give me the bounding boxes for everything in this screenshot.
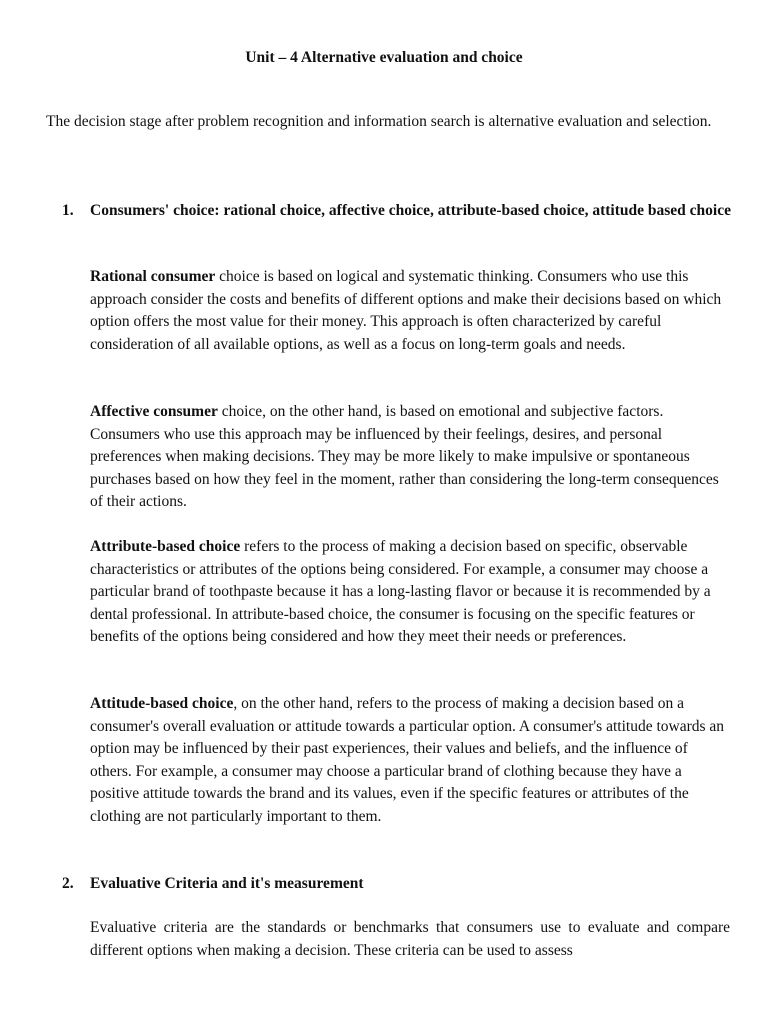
paragraph-lead: Affective consumer [90, 403, 218, 420]
document-title: Unit – 4 Alternative evaluation and choice [245, 49, 523, 66]
section-heading-text: Consumers' choice: rational choice, affective choice, attribute-based choice, attitude based choice [90, 202, 731, 219]
paragraph-body: choice, on the other hand, is based on emotional and subjective factors. Consumers who use this approach may be influenced by their feelings, desires, and personal preferences when making decisions. They may be more likely to make impulsive or spontaneous purchases based on how they feel in the moment, rather than considering the long-term consequences of their actions. [90, 403, 719, 510]
paragraph-body: choice is based on logical and systematic thinking. Consumers who use this approach consider the costs and benefits of different options and make their decisions based on which option offers the most value for their money. This approach is often characterized by careful consideration of all available options, as well as a focus on long-term goals and needs. [90, 268, 722, 353]
section-number: 2. [62, 875, 74, 892]
section-number: 1. [62, 202, 74, 219]
paragraph-attitude-based-choice [90, 693, 730, 828]
intro-paragraph: The decision stage after problem recognition and information search is alternative evaluation and selection. [46, 113, 712, 130]
paragraph-attribute-based-choice [90, 536, 730, 649]
paragraph-affective-choice [90, 401, 730, 514]
paragraph-rational-choice [90, 266, 730, 356]
section-heading-1 [62, 200, 732, 223]
paragraph-body: refers to the process of making a decision based on specific, observable characteristics or attributes of the options being considered. For example, a consumer may choose a particular brand of toothpaste because it has a long-lasting flavor or because it is recommended by a dental professional. In attribute-based choice, the consumer is focusing on the specific features or benefits of the options being considered and how they meet their needs or preferences. [90, 538, 711, 645]
paragraph-lead: Attribute-based choice [90, 538, 241, 555]
paragraph-lead: Attitude-based choice [90, 695, 234, 712]
paragraph-body: Evaluative criteria are the standards or benchmarks that consumers use to evaluate and compare different options when making a decision. These criteria can be used to assess [90, 919, 730, 959]
paragraph-lead: Rational consumer [90, 268, 216, 285]
section-heading-text: Evaluative Criteria and it's measurement [90, 875, 364, 892]
paragraph-body: , on the other hand, refers to the process of making a decision based on a consumer's overall evaluation or attitude towards a particular option. A consumer's attitude towards an option may be influenced by their past experiences, their values and beliefs, and the influence of others. For example, a consumer may choose a particular brand of clothing because they have a positive attitude towards the brand and its values, even if the specific features or attributes of the clothing are not particularly important to them. [90, 695, 725, 825]
paragraph-evaluative-criteria [90, 917, 730, 962]
section-heading-2 [62, 873, 732, 896]
